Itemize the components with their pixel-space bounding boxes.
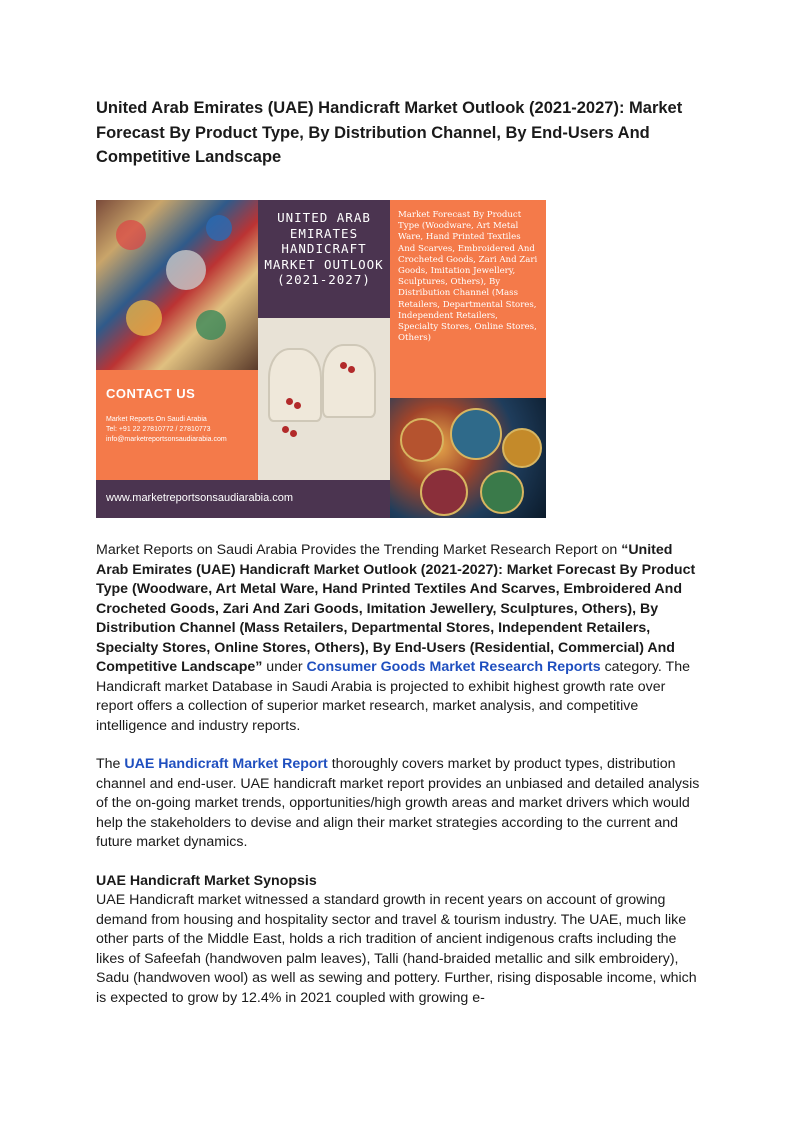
intro-under: under [262,659,307,675]
second-the: The [96,756,125,772]
banner-heading: UNITED ARAB EMIRATES HANDICRAFT MARKET OUTLOOK (2021-2027) [264,210,384,287]
second-tail: thoroughly covers market by product types, distribution channel and end-user. UAE handicraft market report provides an unbiased and detailed analysis of the on-going market trends, opportunities/high growth areas and market drivers which would help the stakeholders to devise and align their market strategies according to the current and future market dynamics. [96,756,700,850]
banner-right-panel [390,200,546,398]
uae-handicraft-report-link[interactable]: UAE Handicraft Market Report [124,756,328,772]
intro-tail: category. The Handicraft market Database in Saudi Arabia is projected to exhibit highest growth rate over report offers a collection of superior market research, market analysis, and competitive intelligence and industry reports. [96,659,691,734]
contact-heading: CONTACT US [106,386,196,401]
jewellery-photo [96,200,258,370]
intro-report-title: “United Arab Emirates (UAE) Handicraft Market Outlook (2021-2027): Market Forecast By Product Type (Woodware, Art Metal Ware, Hand Printed Textiles And Scarves, Embroidered And Crocheted Goods, Zari And Zari Goods, Imitation Jewellery, Sculptures, Others), By Distribution Channel (Mass Retailers, Departmental Stores, Independent Retailers, Specialty Stores, Online Stores, Others), By End-Users (Residential, Commercial) And Competitive Landscape” [96,542,696,675]
decorative-plates-photo [390,398,546,518]
contact-company: Market Reports On Saudi Arabia [106,416,207,423]
banner-left-panel [96,200,258,480]
document-title: United Arab Emirates (UAE) Handicraft Market Outlook (2021-2027): Market Forecast By Product Type, By Distribution Channel, By End-Users And Competitive Landscape [96,99,683,166]
report-banner-image [96,200,546,518]
synopsis-paragraph: UAE Handicraft market witnessed a standard growth in recent years on account of growing demand from housing and hospitality sector and travel & tourism industry. The UAE, much like other parts of the Middle East, holds a rich tradition of ancient indigenous crafts including the likes of Safeefah (handwoven palm leaves), Talli (hand-braided metallic and silk embroidery), Sadu (handwoven wool) as well as sewing and pottery. Further, rising disposable income, which is expected to grow by 12.4% in 2021 coupled with growing e- [96,892,697,1006]
banner-middle-panel [258,200,390,480]
banner-footer [96,480,390,518]
banner-website: www.marketreportsonsaudiarabia.com [106,492,294,504]
intro-lead: Market Reports on Saudi Arabia Provides the Trending Market Research Report on [96,542,622,558]
synopsis-heading: UAE Handicraft Market Synopsis [96,873,317,889]
banner-forecast-text: Market Forecast By Product Type (Woodware, Art Metal Ware, Hand Printed Textiles And Scarves, Embroidered And Crocheted Goods, Zari And Zari Goods, Imitation Jewellery, Sculptures, Others), By Distribution Channel (Mass Retailers, Departmental Stores, Independent Retailers, Specialty Stores, Online Stores, Others) [398,210,538,344]
crochet-photo [258,318,390,480]
contact-tel: Tel: +91 22 27810772 / 27810773 [106,426,211,433]
second-paragraph [96,755,701,853]
consumer-goods-link[interactable]: Consumer Goods Market Research Reports [306,659,601,675]
contact-email: info@marketreportsonsaudiarabia.com [106,436,227,443]
intro-paragraph [96,541,701,736]
